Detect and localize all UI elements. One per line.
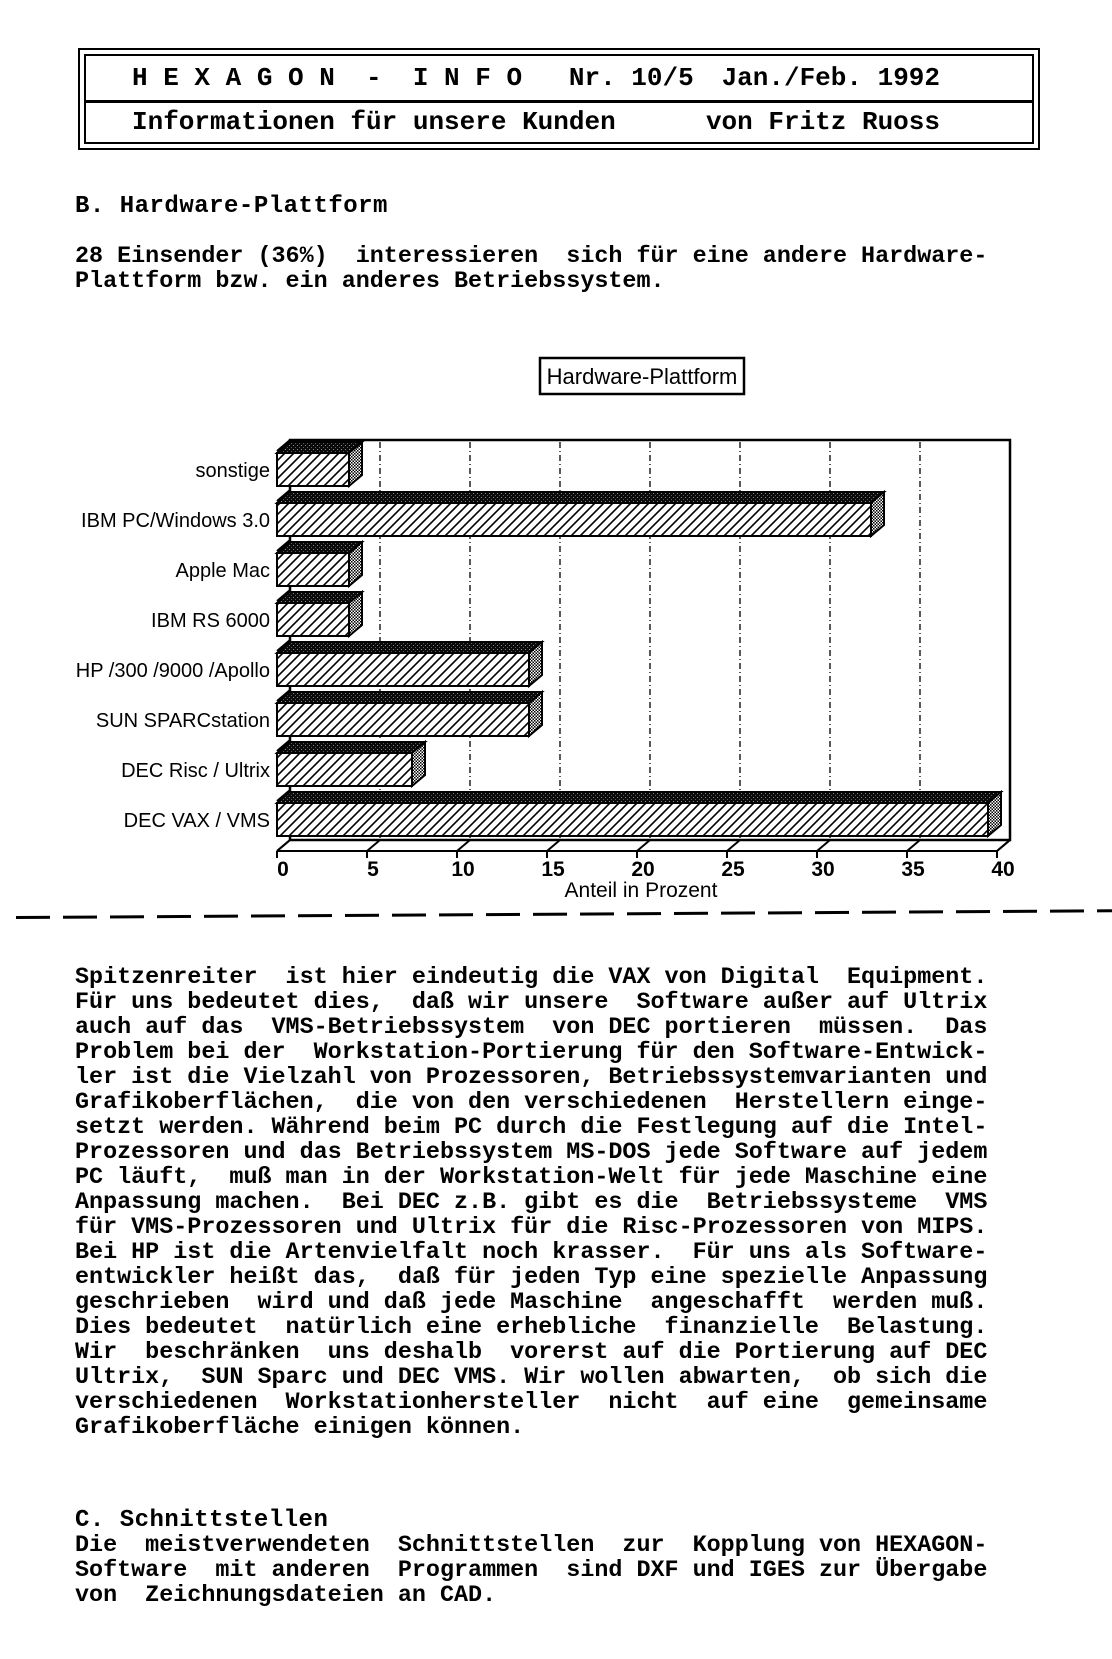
text-line: Bei HP ist die Artenvielfalt noch krasser. Für uns als Software-: [75, 1240, 988, 1266]
newsletter-author: von Fritz Ruoss: [705, 106, 940, 137]
text-line: ler ist die Vielzahl von Prozessoren, Betriebssystemvarianten und: [75, 1065, 988, 1091]
x-tick-label: 10: [451, 858, 475, 881]
category-label: DEC Risc / Ultrix: [121, 760, 270, 782]
x-tick-label: 40: [991, 858, 1015, 881]
bar-front-face: [277, 753, 412, 786]
bar-top-face: [277, 592, 362, 603]
bar: [277, 542, 362, 586]
x-tick-label: 25: [721, 858, 745, 881]
bar-front-face: [277, 553, 349, 586]
x-axis-tick: [817, 840, 830, 851]
bar-front-face: [277, 603, 349, 636]
x-axis-tick: [907, 840, 920, 851]
text-line: entwickler heißt das, daß für jeden Typ eine spezielle Anpassung: [75, 1265, 988, 1291]
text-line: Dies bedeutet natürlich eine erhebliche finanzielle Belastung.: [75, 1315, 988, 1341]
x-axis-tick: [547, 840, 560, 851]
x-tick-label: 30: [811, 858, 835, 881]
newsletter-subtitle: Informationen für unsere Kunden: [132, 106, 616, 137]
section-c-paragraph: [75, 1534, 987, 1609]
text-line: 28 Einsender (36%) interessieren sich für eine andere Hardware-: [75, 244, 988, 270]
text-line: PC läuft, muß man in der Workstation-Welt für jede Maschine eine: [75, 1165, 988, 1191]
x-axis-tick: [367, 840, 380, 851]
text-line: Spitzenreiter ist hier eindeutig die VAX von Digital Equipment.: [75, 965, 988, 991]
x-axis-tick: [457, 840, 470, 851]
category-label: IBM RS 6000: [151, 610, 270, 632]
text-line: Wir beschränken uns deshalb vorerst auf die Portierung auf DEC: [75, 1340, 988, 1366]
header-box-inner: [84, 54, 1034, 144]
bar: [277, 492, 884, 536]
text-line: Ultrix, SUN Sparc und DEC VMS. Wir wollen abwarten, ob sich die: [75, 1365, 988, 1391]
x-tick-label: 0: [277, 858, 289, 881]
bar-top-face: [277, 492, 884, 503]
bar: [277, 742, 425, 786]
category-label: sonstige: [195, 460, 270, 482]
text-line: setzt werden. Während beim PC durch die Festlegung auf die Intel-: [75, 1115, 988, 1141]
bar-top-face: [277, 642, 542, 653]
x-tick-label: 20: [631, 858, 655, 881]
newsletter-title: H E X A G O N - I N F O Nr. 10/5: [132, 63, 694, 93]
newsletter-date: Jan./Feb. 1992: [721, 63, 940, 93]
category-label: DEC VAX / VMS: [123, 810, 270, 832]
text-line: geschrieben wird und daß jede Maschine angeschafft werden muß.: [75, 1290, 988, 1316]
bar-front-face: [277, 653, 529, 686]
category-label: Apple Mac: [175, 560, 270, 582]
bar-top-face: [277, 692, 542, 703]
bar: [277, 442, 362, 486]
x-axis-tick: [727, 840, 740, 851]
text-line: Prozessoren und das Betriebssystem MS-DOS jede Software auf jedem: [75, 1140, 988, 1166]
x-tick-label: 35: [901, 858, 925, 881]
body-paragraph: [75, 966, 987, 1441]
bar: [277, 792, 1001, 836]
bar: [277, 592, 362, 636]
text-line: Plattform bzw. ein anderes Betriebssystem.: [75, 269, 665, 295]
hardware-chart: [0, 340, 1112, 915]
bar-top-face: [277, 792, 1001, 803]
category-label: SUN SPARCstation: [95, 710, 270, 732]
text-line: von Zeichnungsdateien an CAD.: [75, 1583, 497, 1609]
text-line: Problem bei der Workstation-Portierung für den Software-Entwick-: [75, 1040, 988, 1066]
header-box: [78, 48, 1040, 150]
section-c-heading: C. Schnittstellen: [75, 1507, 329, 1534]
text-line: Grafikoberflächen, die von den verschiedenen Herstellern einge-: [75, 1090, 988, 1116]
bar-front-face: [277, 503, 871, 536]
header-subtitle-row: [86, 100, 1032, 140]
text-line: auch auf das VMS-Betriebssystem von DEC portieren müssen. Das: [75, 1015, 988, 1041]
x-axis-tick: [997, 840, 1010, 851]
text-line: verschiedenen Workstationhersteller nicht auf eine gemeinsame: [75, 1390, 988, 1416]
bar-front-face: [277, 453, 349, 486]
bar-front-face: [277, 703, 529, 736]
bar-top-face: [277, 742, 425, 753]
bar: [277, 642, 542, 686]
x-axis-tick: [637, 840, 650, 851]
x-axis-tick: [277, 840, 290, 851]
x-tick-label: 5: [367, 858, 379, 881]
x-tick-label: 15: [541, 858, 565, 881]
bar: [277, 692, 542, 736]
category-label: IBM PC/Windows 3.0: [81, 510, 270, 532]
text-line: Software mit anderen Programmen sind DXF und IGES zur Übergabe: [75, 1558, 988, 1584]
chart-title: Hardware-Plattform: [546, 364, 738, 389]
text-line: Anpassung machen. Bei DEC z.B. gibt es die Betriebssysteme VMS: [75, 1190, 988, 1216]
category-label: HP /300 /9000 /Apollo: [75, 660, 270, 682]
section-b-intro: [75, 245, 987, 295]
bar-front-face: [277, 803, 988, 836]
bar-top-face: [277, 542, 362, 553]
section-b-heading: B. Hardware-Plattform: [75, 193, 388, 220]
x-axis-label: Anteil in Prozent: [564, 879, 718, 902]
text-line: für VMS-Prozessoren und Ultrix für die Risc-Prozessoren von MIPS.: [75, 1215, 988, 1241]
header-title-row: [86, 56, 1032, 100]
bar-top-face: [277, 442, 362, 453]
text-line: Grafikoberfläche einigen können.: [75, 1415, 525, 1441]
text-line: Für uns bedeutet dies, daß wir unsere Software außer auf Ultrix: [75, 990, 988, 1016]
text-line: Die meistverwendeten Schnittstellen zur Kopplung von HEXAGON-: [75, 1533, 988, 1559]
